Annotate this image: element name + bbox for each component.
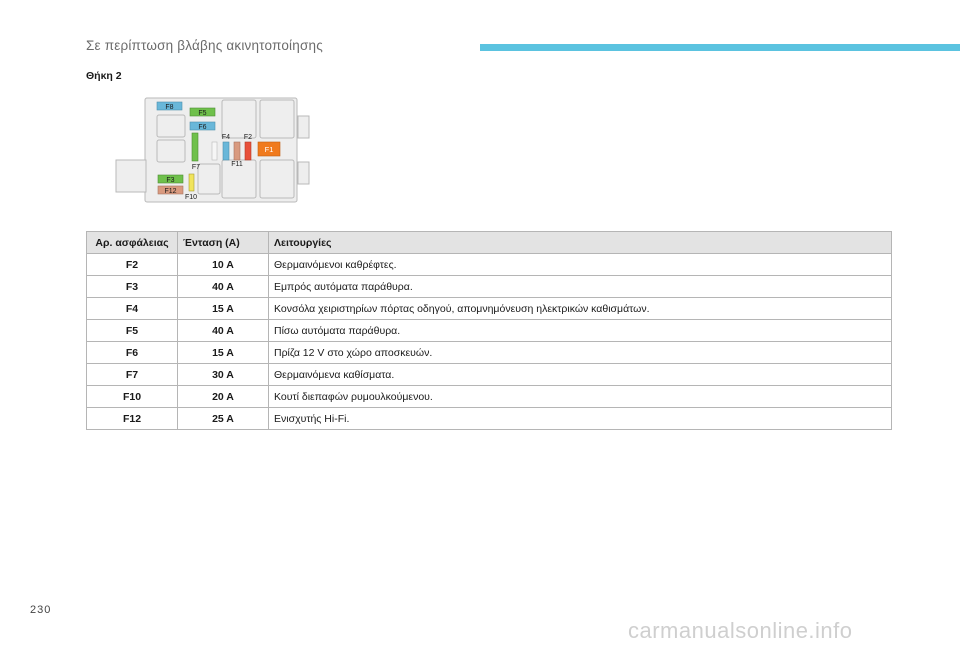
fuse-function: Κουτί διεπαφών ρυμουλκούμενου. bbox=[269, 386, 892, 408]
fuse-amperage: 15 A bbox=[178, 342, 269, 364]
fuse-amperage: 15 A bbox=[178, 298, 269, 320]
fuse-f2-body bbox=[245, 142, 251, 160]
watermark-text: carmanualsonline.info bbox=[628, 618, 853, 643]
table-row bbox=[87, 342, 892, 364]
fuse-f12-label: F12 bbox=[164, 187, 177, 195]
fuse-amperage: 25 A bbox=[178, 408, 269, 430]
fuse-function: Πίσω αυτόματα παράθυρα. bbox=[269, 320, 892, 342]
fuse-function: Εμπρός αυτόματα παράθυρα. bbox=[269, 276, 892, 298]
relay-slot bbox=[198, 164, 220, 194]
relay-slot bbox=[222, 100, 256, 138]
fuse-number: F10 bbox=[87, 386, 178, 408]
fuse-amperage: 20 A bbox=[178, 386, 269, 408]
section-title: Θήκη 2 bbox=[86, 70, 122, 82]
chapter-title: Σε περίπτωση βλάβης ακινητοποίησης bbox=[86, 38, 323, 53]
relay-slot bbox=[260, 160, 294, 198]
fuse-f7-body bbox=[192, 133, 198, 161]
fuse-number: F6 bbox=[87, 342, 178, 364]
table-row bbox=[87, 298, 892, 320]
fuse-function: Θερμαινόμενα καθίσματα. bbox=[269, 364, 892, 386]
fuse-function: Ενισχυτής Hi-Fi. bbox=[269, 408, 892, 430]
fuse-f1-label: F1 bbox=[264, 145, 274, 154]
fuse-f11-body bbox=[234, 142, 240, 160]
fuse-amperage: 40 A bbox=[178, 276, 269, 298]
table-row bbox=[87, 364, 892, 386]
fuse-f11-label: F11 bbox=[231, 161, 243, 168]
fuse-f4-body bbox=[223, 142, 229, 160]
fuse-f10-label: F10 bbox=[184, 194, 198, 201]
fuse-function: Πρίζα 12 V στο χώρο αποσκευών. bbox=[269, 342, 892, 364]
table-header-row bbox=[87, 232, 892, 254]
header-accent-bar bbox=[480, 44, 960, 51]
fuse-number: F12 bbox=[87, 408, 178, 430]
relay-slot bbox=[157, 115, 185, 137]
fuse-box-diagram bbox=[112, 94, 312, 206]
fuse-f8-label: F8 bbox=[165, 103, 174, 111]
fuse-amperage: 40 A bbox=[178, 320, 269, 342]
table-row bbox=[87, 320, 892, 342]
fuse-number: F5 bbox=[87, 320, 178, 342]
relay-slot bbox=[260, 100, 294, 138]
fuse-number: F4 bbox=[87, 298, 178, 320]
header-amperage: Ένταση (A) bbox=[178, 232, 269, 254]
header-functions: Λειτουργίες bbox=[269, 232, 892, 254]
fuse-f10-body bbox=[189, 174, 194, 191]
fuse-amperage: 10 A bbox=[178, 254, 269, 276]
fuse-f3-label: F3 bbox=[166, 176, 175, 184]
fuse-function: Θερμαινόμενοι καθρέφτες. bbox=[269, 254, 892, 276]
fuse-number: F2 bbox=[87, 254, 178, 276]
fuse-f2-label: F2 bbox=[243, 134, 253, 141]
fuse-f4-label: F4 bbox=[221, 134, 231, 141]
fuse-amperage: 30 A bbox=[178, 364, 269, 386]
table-row bbox=[87, 276, 892, 298]
fuse-slot-empty bbox=[212, 142, 217, 160]
side-connector-left bbox=[116, 160, 146, 192]
table-row bbox=[87, 254, 892, 276]
side-connector-right-bottom bbox=[298, 162, 309, 184]
table-row bbox=[87, 408, 892, 430]
fuse-function: Κονσόλα χειριστηρίων πόρτας οδηγού, απομνημόνευση ηλεκτρικών καθισμάτων. bbox=[269, 298, 892, 320]
fuse-number: F3 bbox=[87, 276, 178, 298]
fuse-f5-label: F5 bbox=[198, 109, 207, 117]
fuse-f6-label: F6 bbox=[198, 123, 207, 131]
fuse-number: F7 bbox=[87, 364, 178, 386]
fuse-f7-label: F7 bbox=[191, 164, 201, 171]
header-fuse-number: Αρ. ασφάλειας bbox=[87, 232, 178, 254]
side-connector-right-top bbox=[298, 116, 309, 138]
relay-slot bbox=[157, 140, 185, 162]
page-number: 230 bbox=[30, 604, 52, 616]
table-row bbox=[87, 386, 892, 408]
fuse-table bbox=[86, 231, 892, 430]
